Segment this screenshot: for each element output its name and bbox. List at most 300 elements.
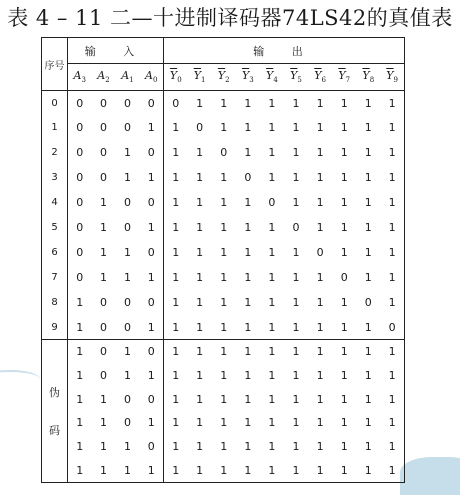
output-cell: 1 [364,368,372,382]
input-cell: 0 [100,121,107,135]
output-cell: 1 [340,320,348,334]
output-cell: 1 [244,270,252,284]
output-cell: 1 [172,440,180,454]
output-cell: 1 [316,146,324,160]
output-cell: 1 [268,320,276,334]
output-col-header [332,64,356,91]
table-row [42,140,405,165]
col-header-sub: 8 [369,76,375,85]
output-cell: 1 [196,245,204,259]
output-cell: 1 [388,295,396,309]
input-cell: 0 [76,121,84,135]
output-cell: 0 [244,171,252,185]
output-cell: 1 [364,270,372,284]
output-col-header [236,64,260,91]
output-cell: 1 [244,221,252,235]
col-header-base: A [121,69,130,83]
output-cell: 1 [292,440,300,454]
input-cell: 1 [76,295,84,309]
output-cell: 1 [292,270,300,284]
table-row [42,115,405,140]
table-row [42,91,405,116]
col-header-sub: 1 [129,76,134,85]
input-cell: 0 [100,368,107,382]
output-cell: 1 [316,320,324,334]
col-header-base: A [73,69,82,83]
output-cell: 1 [316,416,324,430]
output-cell: 1 [292,368,300,382]
input-cell: 0 [140,290,164,315]
output-cell: 1 [364,221,372,235]
table-row-invalid [42,411,405,435]
input-cell: 1 [100,392,107,406]
seq-cell: 9 [42,315,68,340]
output-cell: 1 [244,96,252,110]
output-cell: 1 [364,463,372,477]
output-cell: 1 [316,171,324,185]
output-col-header [188,64,212,91]
col-header-base: A [145,69,153,83]
output-cell: 1 [196,416,204,430]
col-header-base: $\overline{Y}$ [386,69,394,83]
output-cell: 1 [220,270,228,284]
output-cell: 1 [308,340,332,364]
input-col-header [92,64,116,91]
seq-cell: 2 [42,140,68,165]
output-cell: 1 [388,392,396,406]
input-cell: 1 [100,463,107,477]
output-cell: 1 [292,295,300,309]
output-cell: 0 [292,221,300,235]
output-cell: 0 [172,96,180,110]
output-col-header [308,64,332,91]
output-cell: 1 [388,171,396,185]
input-cell: 0 [140,91,164,116]
seq-cell: 7 [42,265,68,290]
col-header-base: $\overline{Y}$ [362,69,370,83]
input-cell: 0 [76,221,84,235]
output-cell: 1 [316,96,324,110]
input-cell: 0 [140,190,164,215]
input-cell: 0 [76,196,84,210]
output-cell: 1 [268,121,276,135]
table-row [42,190,405,215]
input-col-header [68,64,92,91]
col-header-sub: 1 [201,76,206,85]
output-cell: 0 [220,146,228,160]
output-cell: 1 [340,440,348,454]
output-cell: 1 [340,416,348,430]
output-cell: 1 [172,245,180,259]
output-cell: 1 [292,121,300,135]
output-cell: 1 [340,96,348,110]
output-cell: 1 [244,196,252,210]
input-cell: 0 [124,96,131,110]
output-cell: 1 [340,196,348,210]
output-cell: 1 [268,295,276,309]
input-cell: 1 [100,270,107,284]
output-cell: 1 [316,295,324,309]
input-cell: 1 [100,440,107,454]
output-cell: 1 [196,392,204,406]
invalid-label-char: 伪 [49,386,60,400]
output-cell: 1 [316,368,324,382]
output-cell: 0 [364,295,372,309]
input-cell: 0 [76,146,84,160]
col-header-sub: 0 [152,76,158,85]
output-cell: 1 [196,270,204,284]
input-cell: 0 [76,270,84,284]
output-cell: 1 [364,440,372,454]
seq-cell: 3 [42,165,68,190]
col-header-base: $\overline{Y}$ [193,69,202,83]
output-col-header [260,64,284,91]
output-cell: 1 [220,221,228,235]
output-cell: 1 [244,416,252,430]
output-cell: 1 [340,368,348,382]
output-cell: 1 [268,245,276,259]
inputs-header: 输 入 [68,38,164,64]
output-cell: 1 [268,463,276,477]
output-cell: 1 [340,221,348,235]
table-title: 表 4 – 11 二—十进制译码器74LS42的真值表 [7,6,453,30]
output-cell: 1 [316,196,324,210]
output-cell: 1 [364,416,372,430]
input-cell: 1 [100,196,107,210]
output-cell: 1 [172,146,180,160]
input-cell: 0 [76,96,84,110]
output-cell: 1 [364,320,372,334]
output-cell: 1 [292,320,300,334]
output-cell: 1 [292,463,300,477]
seq-cell: 6 [42,240,68,265]
output-cell: 1 [388,245,396,259]
input-cell: 1 [100,221,107,235]
col-header-sub: 2 [225,76,230,85]
output-col-header [380,64,404,91]
input-cell: 0 [100,96,107,110]
col-header-base: $\overline{Y}$ [338,69,346,83]
input-cell: 0 [124,221,131,235]
output-cell: 1 [292,171,300,185]
input-cell: 0 [140,140,164,165]
output-cell: 1 [364,392,372,406]
output-col-header [356,64,380,91]
table-row-invalid [42,364,405,388]
output-cell: 1 [220,171,228,185]
output-cell: 1 [196,440,204,454]
output-cell: 1 [292,146,300,160]
output-cell: 1 [172,463,180,477]
input-cell: 0 [124,392,131,406]
seq-cell: 5 [42,215,68,240]
input-cell: 1 [124,270,131,284]
input-cell: 1 [76,368,84,382]
input-cell: 0 [124,295,131,309]
table-row [42,315,405,340]
col-header-sub: 9 [393,76,398,85]
output-cell: 1 [236,340,260,364]
input-cell: 0 [92,340,116,364]
output-cell: 1 [244,320,252,334]
output-cell: 1 [388,96,396,110]
table-row-invalid [42,435,405,459]
output-cell: 0 [316,245,324,259]
output-cell: 1 [172,368,180,382]
truth-table-body [42,91,405,483]
decorative-swoosh [0,370,40,388]
output-cell: 1 [380,340,404,364]
output-cell: 1 [196,221,204,235]
output-cell: 1 [340,121,348,135]
output-cell: 1 [268,270,276,284]
output-cell: 1 [172,196,180,210]
input-cell: 1 [76,320,84,334]
output-cell: 1 [340,245,348,259]
output-cell: 1 [196,463,204,477]
output-cell: 1 [388,221,396,235]
input-cell: 1 [140,215,164,240]
output-cell: 1 [340,463,348,477]
output-cell: 1 [364,245,372,259]
output-cell: 1 [268,146,276,160]
input-col-header [140,64,164,91]
output-cell: 0 [388,320,396,334]
output-cell: 1 [196,146,204,160]
input-cell: 1 [116,340,140,364]
output-cell: 1 [220,320,228,334]
input-cell: 0 [124,416,131,430]
output-cell: 1 [220,245,228,259]
output-cell: 1 [220,196,228,210]
output-cell: 1 [220,416,228,430]
input-cell: 1 [100,245,107,259]
output-cell: 1 [172,221,180,235]
invalid-label-char: 码 [49,424,60,438]
table-row [42,290,405,315]
output-cell: 1 [220,392,228,406]
output-cell: 1 [364,121,372,135]
col-header-base: $\overline{Y}$ [266,69,274,83]
output-cell: 1 [196,320,204,334]
input-cell: 1 [140,115,164,140]
output-cell: 1 [244,463,252,477]
table-row [42,265,405,290]
input-cell: 0 [140,240,164,265]
outputs-header: 输 出 [164,38,405,64]
output-cell: 1 [268,368,276,382]
output-cell: 1 [244,146,252,160]
col-header-base: A [97,69,106,83]
input-cell: 0 [124,196,131,210]
input-cell: 0 [140,340,164,364]
input-cell: 1 [140,265,164,290]
output-cell: 1 [316,392,324,406]
output-cell: 1 [340,171,348,185]
output-cell: 1 [388,440,396,454]
input-cell: 0 [100,295,107,309]
output-cell: 1 [340,146,348,160]
output-cell: 1 [388,196,396,210]
output-cell: 1 [220,96,228,110]
input-cell: 0 [140,435,164,459]
input-cell: 1 [100,416,107,430]
output-cell: 1 [244,392,252,406]
input-cell: 1 [124,368,131,382]
seq-cell: 1 [42,115,68,140]
input-cell: 1 [140,364,164,388]
input-cell: 1 [140,459,164,483]
col-header-base: $\overline{Y}$ [314,69,322,83]
output-cell: 1 [172,320,180,334]
output-cell: 1 [172,270,180,284]
input-cell: 0 [124,121,131,135]
col-header-sub: 0 [177,76,182,85]
input-cell: 1 [124,245,131,259]
output-cell: 1 [332,340,356,364]
output-cell: 1 [268,440,276,454]
output-cell: 1 [172,392,180,406]
output-cell: 1 [388,270,396,284]
output-cell: 1 [172,416,180,430]
output-cell: 1 [244,440,252,454]
output-cell: 1 [292,392,300,406]
output-cell: 1 [356,340,380,364]
output-cell: 1 [388,368,396,382]
input-col-header [116,64,140,91]
input-cell: 1 [68,340,92,364]
output-cell: 1 [292,96,300,110]
input-cell: 1 [124,440,131,454]
input-cell: 1 [124,171,131,185]
input-cell: 1 [76,463,84,477]
col-header-sub: 3 [249,76,254,85]
output-cell: 1 [172,121,180,135]
table-row-invalid [42,340,405,364]
output-cell: 1 [220,463,228,477]
input-cell: 0 [76,245,84,259]
output-cell: 1 [260,340,284,364]
input-cell: 1 [76,392,84,406]
col-header-sub: 6 [321,76,326,85]
output-cell: 1 [172,171,180,185]
output-cell: 1 [220,295,228,309]
output-cell: 1 [292,416,300,430]
input-cell: 0 [76,171,84,185]
output-cell: 1 [268,221,276,235]
output-cell: 1 [284,340,308,364]
input-cell: 0 [100,146,107,160]
output-cell: 1 [196,96,204,110]
col-header-sub: 4 [273,76,278,85]
col-header-base: $\overline{Y}$ [169,69,178,83]
output-cell: 1 [244,245,252,259]
col-header-base: $\overline{Y}$ [241,69,250,83]
decorative-wave [400,457,460,495]
output-cell: 1 [196,295,204,309]
output-cell: 1 [316,121,324,135]
input-cell: 0 [100,171,107,185]
table-row [42,240,405,265]
col-header-sub: 2 [105,76,110,85]
table-row-invalid [42,459,405,483]
input-cell: 1 [76,416,84,430]
seq-cell: 8 [42,290,68,315]
seq-cell: 4 [42,190,68,215]
input-cell: 0 [100,320,107,334]
output-cell: 1 [316,440,324,454]
header-row-groups [42,38,405,64]
seq-header: 序号 [42,38,68,91]
output-cell: 1 [316,221,324,235]
output-col-header [212,64,236,91]
output-cell: 1 [268,171,276,185]
input-cell: 1 [140,315,164,340]
output-cell: 1 [316,270,324,284]
truth-table [41,37,405,483]
output-cell: 1 [340,392,348,406]
output-cell: 1 [220,440,228,454]
output-col-header [284,64,308,91]
output-cell: 1 [292,245,300,259]
output-cell: 1 [188,340,212,364]
output-cell: 1 [388,121,396,135]
output-cell: 1 [340,295,348,309]
output-cell: 1 [212,340,236,364]
input-cell: 1 [140,165,164,190]
output-cell: 0 [196,121,204,135]
output-col-header [164,64,188,91]
output-cell: 1 [268,416,276,430]
output-cell: 1 [268,96,276,110]
output-cell: 1 [164,340,188,364]
output-cell: 1 [388,146,396,160]
output-cell: 1 [388,463,396,477]
output-cell: 1 [316,463,324,477]
output-cell: 1 [220,368,228,382]
input-cell: 1 [140,411,164,435]
col-header-sub: 5 [297,76,302,85]
output-cell: 1 [388,416,396,430]
table-row [42,215,405,240]
output-cell: 1 [364,96,372,110]
output-cell: 1 [364,146,372,160]
output-cell: 1 [196,171,204,185]
output-cell: 1 [364,171,372,185]
output-cell: 1 [172,295,180,309]
output-cell: 1 [292,196,300,210]
header-row-columns [42,64,405,91]
output-cell: 0 [340,270,348,284]
input-cell: 1 [124,463,131,477]
table-row [42,165,405,190]
table-row-invalid [42,387,405,411]
col-header-sub: 3 [81,76,86,85]
col-header-base: $\overline{Y}$ [290,69,298,83]
invalid-code-label [42,340,68,483]
output-cell: 1 [196,196,204,210]
output-cell: 1 [268,392,276,406]
input-cell: 0 [124,320,131,334]
output-cell: 1 [244,295,252,309]
col-header-sub: 7 [345,76,351,85]
output-cell: 1 [196,368,204,382]
input-cell: 1 [124,146,131,160]
input-cell: 0 [140,387,164,411]
output-cell: 1 [220,121,228,135]
output-cell: 1 [244,368,252,382]
output-cell: 1 [244,121,252,135]
